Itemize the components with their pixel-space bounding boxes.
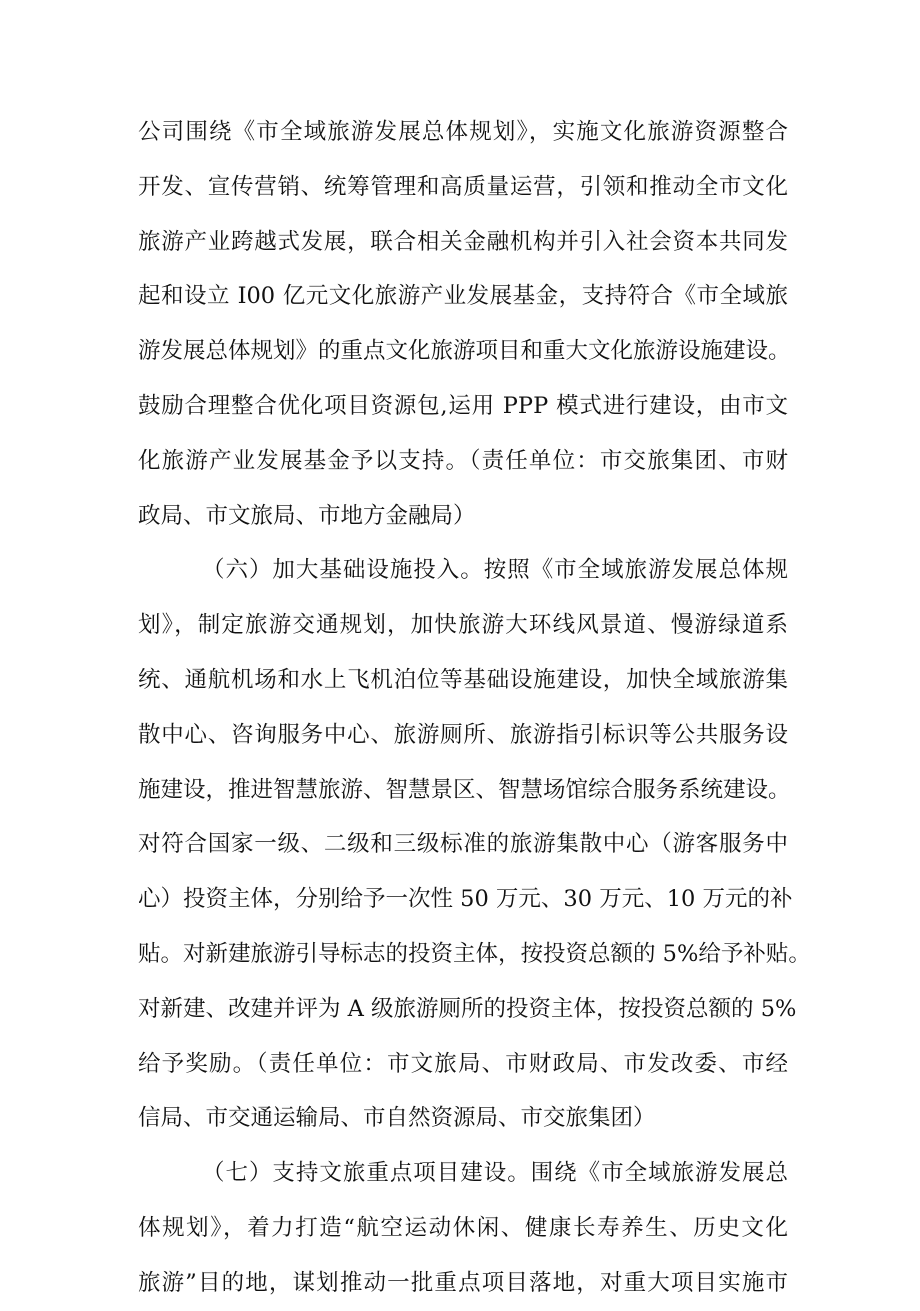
text-line: 政局、市文旅局、市地方金融局） [138,502,476,529]
text-line: 信局、市交通运输局、市自然资源局、市交旅集团） [138,1105,656,1132]
text-line: 体规划》，着力打造“航空运动休闲、健康长寿养生、历史文化 [138,1214,788,1241]
text-line: 起和设立 I00 亿元文化旅游产业发展基金，支持符合《市全域旅 [138,283,788,310]
text-line: 划》，制定旅游交通规划，加快旅游大环线风景道、慢游绿道系 [138,612,788,639]
text-line: 心）投资主体，分别给予一次性 50 万元、30 万元、10 万元的补 [138,886,793,913]
text-line: 公司围绕《市全域旅游发展总体规划》，实施文化旅游资源整合 [138,119,788,145]
text-line: 游发展总体规划》的重点文化旅游项目和重大文化旅游设施建设。 [138,338,791,365]
text-line: 对新建、改建并评为 A 级旅游厕所的投资主体，按投资总额的 5% [138,995,797,1022]
text-line: 对符合国家一级、二级和三级标准的旅游集散中心（游客服务中 [138,831,788,858]
text-line: 施建设，推进智慧旅游、智慧景区、智慧场馆综合服务系统建设。 [138,776,791,803]
text-line: 化旅游产业发展基金予以支持。（责任单位：市交旅集团、市财 [138,447,788,474]
paragraph-first-line: （七）支持文旅重点项目建设。围绕《市全域旅游发展总 [202,1160,788,1187]
text-line: 统、通航机场和水上飞机泊位等基础设施建设，加快全域旅游集 [138,666,788,693]
text-line: 旅游产业跨越式发展，联合相关金融机构并引入社会资本共同发 [138,228,788,255]
document-body [138,105,811,1311]
text-line: 散中心、咨询服务中心、旅游厕所、旅游指引标识等公共服务设 [138,721,788,748]
text-line: 鼓励合理整合优化项目资源包,运用 PPP 模式进行建设，由市文 [138,392,788,419]
paragraph-first-line: （六）加大基础设施投入。按照《市全域旅游发展总体规 [202,557,788,584]
text-line: 旅游”目的地，谋划推动一批重点项目落地，对重大项目实施市 [138,1269,788,1296]
text-line: 开发、宣传营销、统筹管理和高质量运营，引领和推动全市文化 [138,173,788,200]
text-line: 贴。对新建旅游引导标志的投资主体，按投资总额的 5%给予补贴。 [138,940,811,967]
text-line: 给予奖励。（责任单位：市文旅局、市财政局、市发改委、市经 [138,1050,788,1077]
